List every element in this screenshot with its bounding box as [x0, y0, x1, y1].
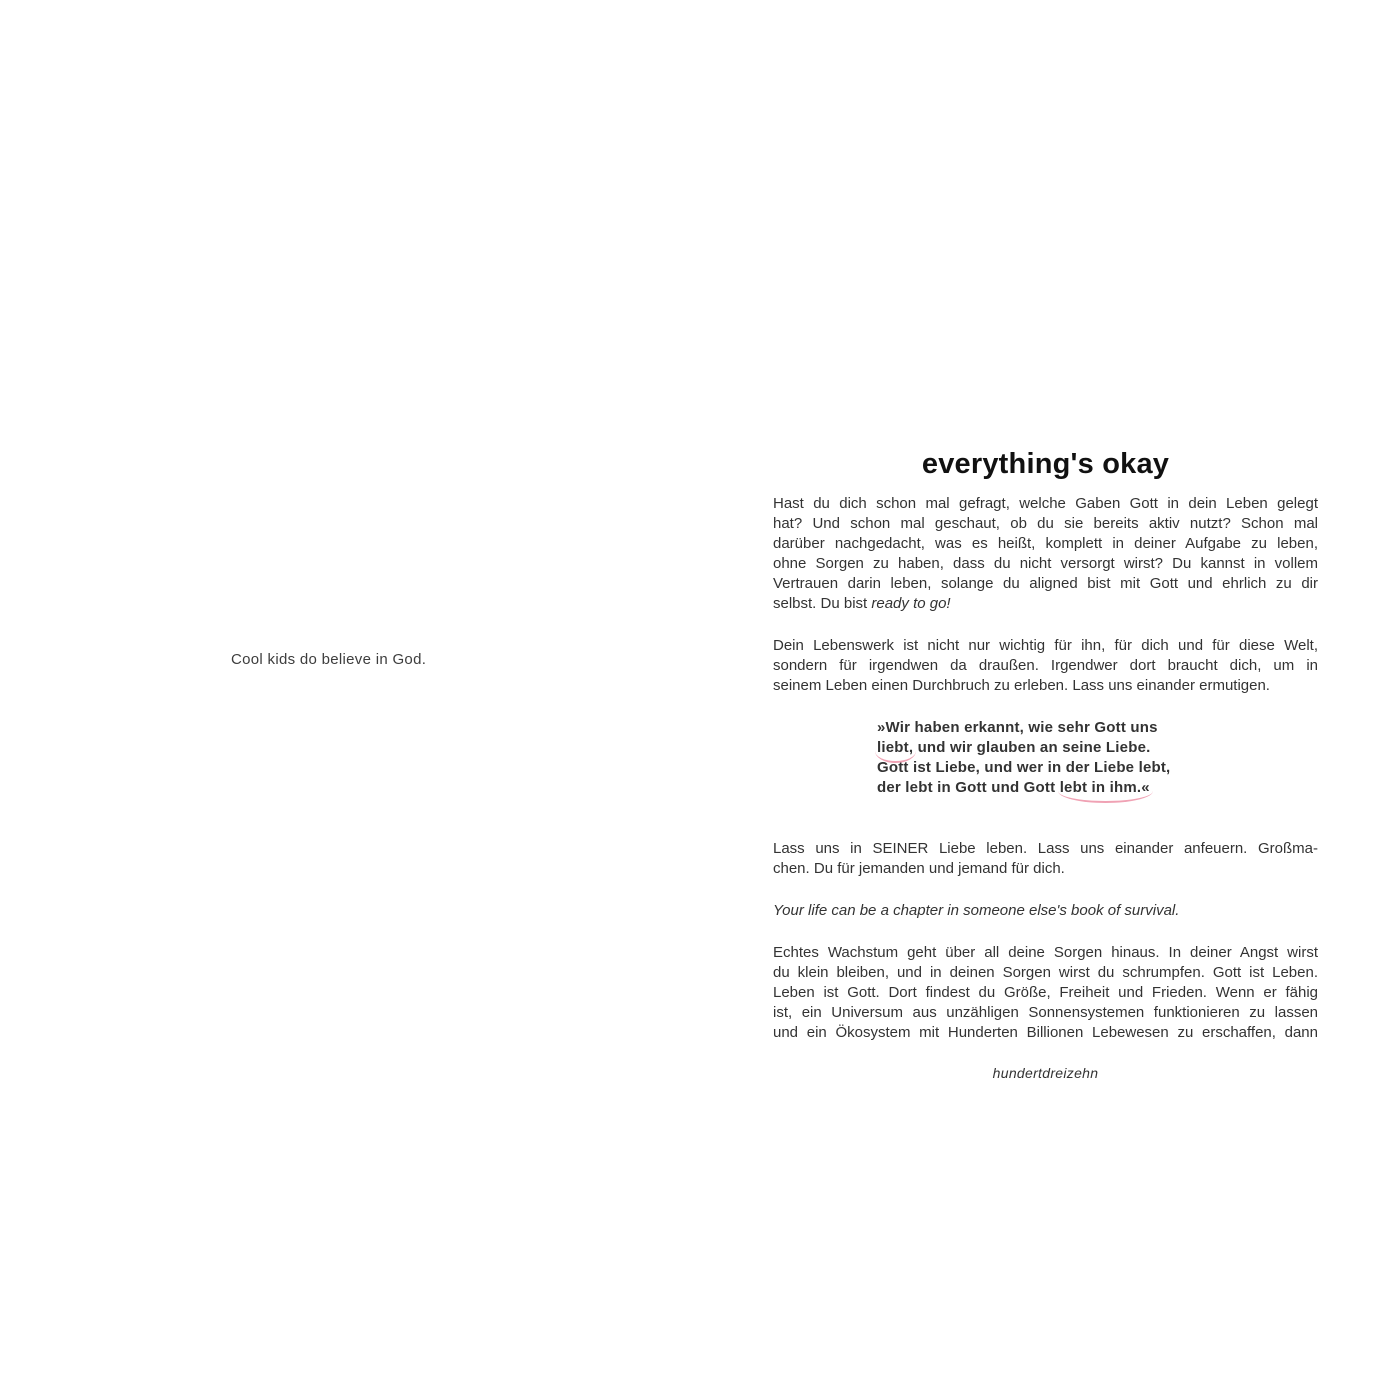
body-paragraph-2	[773, 636, 1318, 696]
text-line	[773, 514, 1318, 534]
body-paragraph-3	[773, 839, 1318, 879]
text-segment: ist, ein Universum aus unzähligen Sonnensystemen funktionieren zu lassen	[773, 1004, 1318, 1021]
text-segment: Vertrauen darin leben, solange du aligned bist mit Gott und ehrlich zu dir	[773, 575, 1318, 592]
text-line	[877, 738, 1318, 758]
text-line	[773, 574, 1318, 594]
text-line	[877, 758, 1318, 778]
text-line	[877, 718, 1318, 738]
page-number: hundertdreizehn	[992, 1065, 1099, 1081]
text-line	[773, 534, 1318, 554]
scripture-quote	[877, 718, 1318, 798]
text-line	[773, 656, 1318, 676]
body-paragraph-1	[773, 494, 1318, 614]
text-segment: und wir glauben an seine Liebe.	[913, 739, 1151, 756]
text-segment: »Wir haben erkannt, wie sehr Gott uns	[877, 719, 1158, 736]
pink-underlined-text: liebt,	[877, 739, 914, 756]
chapter-title: everything's okay	[921, 448, 1170, 480]
text-line	[773, 1023, 1318, 1043]
right-page	[773, 448, 1318, 1081]
text-segment: Hast du dich schon mal gefragt, welche Gaben Gott in dein Leben gelegt	[773, 495, 1318, 512]
text-line	[773, 494, 1318, 514]
text-segment: ohne Sorgen zu haben, dass du nicht versorgt wirst? Du kannst in vollem	[773, 555, 1318, 572]
left-page-caption: Cool kids do believe in God.	[231, 651, 427, 668]
text-segment: du klein bleiben, und in deinen Sorgen wirst du schrumpfen. Gott ist Leben.	[773, 964, 1318, 981]
text-segment: hat? Und schon mal geschaut, ob du sie bereits aktiv nutzt? Schon mal	[773, 515, 1318, 532]
pink-underlined-text: lebt in ihm.«	[1059, 779, 1150, 796]
text-segment: Echtes Wachstum geht über all deine Sorgen hinaus. In deiner Angst wirst	[773, 944, 1318, 961]
text-segment: sondern für irgendwen da draußen. Irgendwer dort braucht dich, um in	[773, 657, 1318, 674]
text-line	[773, 1003, 1318, 1023]
text-segment: seinem Leben einen Durchbruch zu erleben. Lass uns einander ermutigen.	[773, 677, 1270, 694]
text-segment: der lebt in Gott und Gott	[877, 779, 1060, 796]
text-line	[773, 554, 1318, 574]
text-segment: Your life can be a chapter in someone else's book of survival.	[773, 902, 1180, 919]
text-segment: Gott ist Liebe, und wer in der Liebe lebt,	[877, 759, 1171, 776]
body-paragraph-5	[773, 943, 1318, 1043]
text-segment: selbst. Du bist	[773, 595, 872, 612]
text-segment: chen. Du für jemanden und jemand für dich.	[773, 860, 1065, 877]
text-line	[773, 636, 1318, 656]
scripture-quote-lines	[877, 718, 1318, 798]
text-line	[773, 963, 1318, 983]
text-line	[877, 778, 1318, 798]
text-line	[773, 859, 1318, 879]
body-paragraph-4	[773, 901, 1318, 921]
text-line	[773, 983, 1318, 1003]
text-segment: Dein Lebenswerk ist nicht nur wichtig für ihn, für dich und für diese Welt,	[773, 637, 1318, 654]
text-line	[773, 901, 1318, 921]
text-segment: darüber nachgedacht, was es heißt, komplett in deiner Aufgabe zu leben,	[773, 535, 1318, 552]
text-line	[773, 594, 1318, 614]
text-segment: ready to go!	[871, 595, 951, 612]
text-segment: Lass uns in SEINER Liebe leben. Lass uns einander anfeuern. Großma-	[773, 840, 1318, 857]
text-segment: und ein Ökosystem mit Hunderten Billionen Lebewesen zu erschaffen, dann	[773, 1024, 1318, 1041]
text-line	[773, 676, 1318, 696]
text-segment: Leben ist Gott. Dort findest du Größe, Freiheit und Frieden. Wenn er fähig	[773, 984, 1318, 1001]
text-line	[773, 839, 1318, 859]
text-line	[773, 943, 1318, 963]
